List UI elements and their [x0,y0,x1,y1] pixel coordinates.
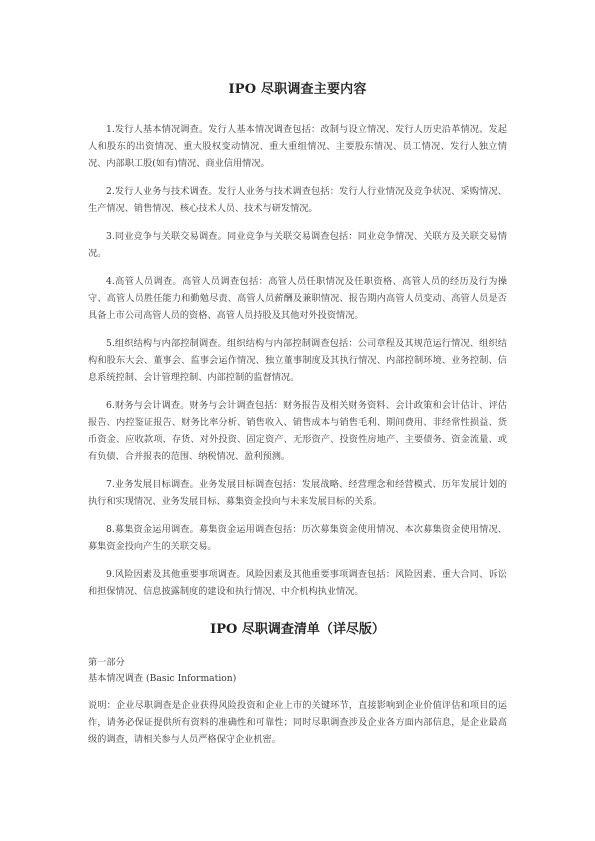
section-item-2: 2.发行人业务与技术调查。发行人业务与技术调查包括：发行人行业情况及竞争状况、采购情况、生产情况、销售情况、核心技术人员、技术与研发情况。 [88,186,507,214]
section-item-3: 3.同业竞争与关联交易调查。同业竞争与关联交易调查包括：同业竞争情况、关联方及关联交易情况。 [88,231,507,259]
checklist-title: IPO 尽职调查清单（详尽版） [210,622,385,637]
section-item-7: 7.业务发展目标调查。业务发展目标调查包括：发展战略、经营理念和经营模式、历年发展计划的执行和实现情况、业务发展目标、募集资金投向与未来发展目标的关系。 [88,479,507,507]
section-heading: 基本情况调查 (Basic Information) [88,673,237,684]
section-item-4: 4.高管人员调查。高管人员调查包括：高管人员任职情况及任职资格、高管人员的经历及行为操守、高管人员胜任能力和勤勉尽责、高管人员薪酬及兼职情况、报告期内高管人员变动、高管人员是否具备上市公司高管人员的资格、高管人员持股及其他对外投资情况。 [88,276,507,321]
section-item-5: 5.组织结构与内部控制调查。组织结构与内部控制调查包括：公司章程及其规范运行情况、组织结构和股东大会、董事会、监事会运作情况、独立董事制度及其执行情况、内部控制环境、业务控制、信息系统控制、会计管理控制、内部控制的监督情况。 [88,338,507,383]
section-item-6: 6.财务与会计调查。财务与会计调查包括：财务报告及相关财务资料、会计政策和会计估计、评估报告、内控鉴证报告、财务比率分析、销售收入、销售成本与销售毛利、期间费用、非经常性损益、货币资金、应收款项、存货、对外投资、固定资产、无形资产、投资性房地产、主要债务、资金流量、或有负债、合并报表的范围、纳税情况、盈利预测。 [88,400,507,462]
section-item-1: 1.发行人基本情况调查。发行人基本情况调查包括：改制与设立情况、发行人历史沿革情况、发起人和股东的出资情况、重大股权变动情况、重大重组情况、主要股东情况、员工情况、发行人独立情况、内部职工股(如有)情况、商业信用情况。 [88,124,507,169]
section-item-8: 8.募集资金运用调查。募集资金运用调查包括：历次募集资金使用情况、本次募集资金使用情况、募集资金投向产生的关联交易。 [88,524,507,552]
document-title: IPO 尽职调查主要内容 [228,82,367,97]
part-label: 第一部分 [88,657,125,668]
note-paragraph: 说明：企业尽职调查是企业获得风险投资和企业上市的关键环节，直接影响到企业价值评估和项目的运作，请务必保证提供所有资料的准确性和可靠性；同时尽职调查涉及企业各方面内部信息，是企业最高级的调查，请相关参与人员严格保守企业机密。 [88,700,507,745]
section-item-9: 9.风险因素及其他重要事项调查。风险因素及其他重要事项调查包括：风险因素、重大合同、诉讼和担保情况、信息披露制度的建设和执行情况、中介机构执业情况。 [88,569,507,597]
